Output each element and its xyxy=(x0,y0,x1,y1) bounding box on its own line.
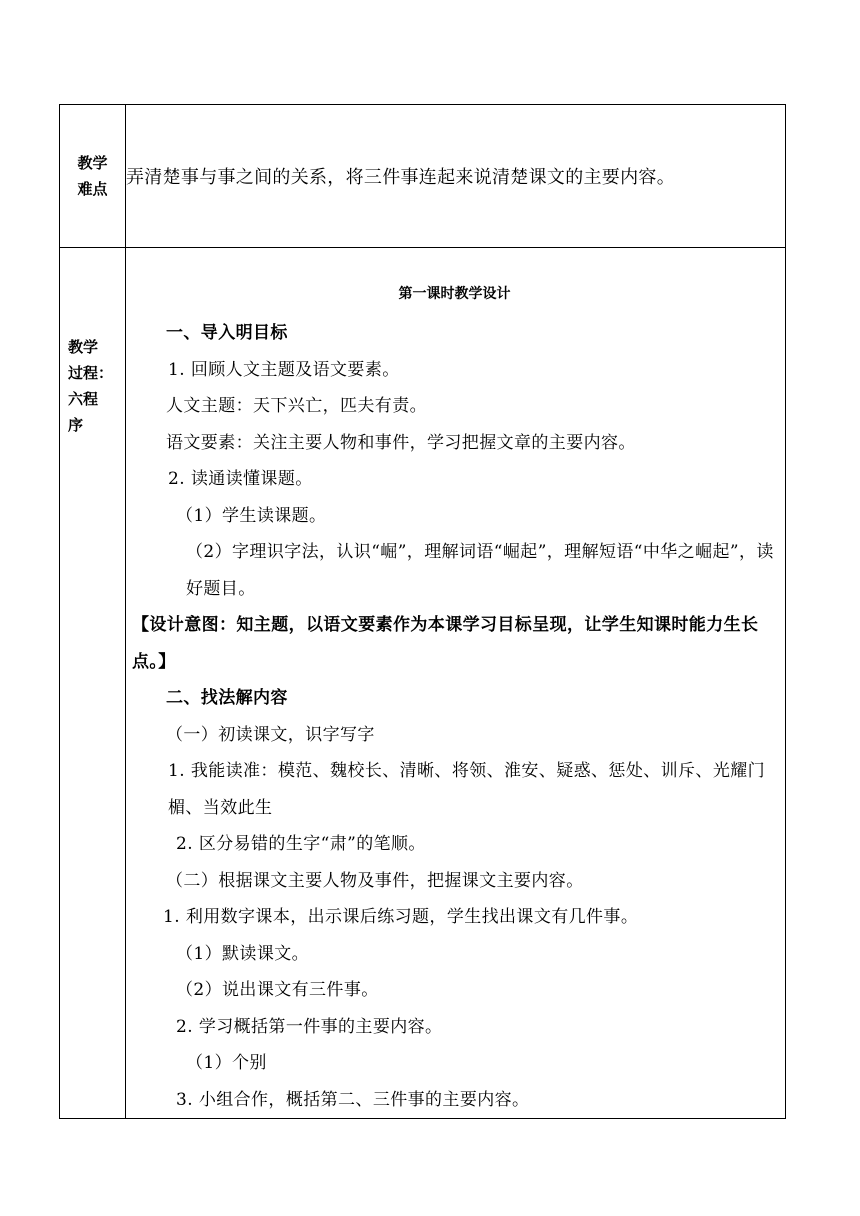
design-intent: 【设计意图：知主题，以语文要素作为本课学习目标呈现，让学生知课时能力生长点。】 xyxy=(132,615,759,672)
step-line: 2. 读通读懂课题。 xyxy=(168,469,313,489)
step-line: 1. 回顾人文主题及语文要素。 xyxy=(168,359,400,380)
vocabulary-list: 1. 我能读准：模范、魏校长、清晰、将领、淮安、疑惑、惩处、训斥、光耀门楣、当效此生 xyxy=(168,761,766,818)
step-line: 2. 学习概括第一件事的主要内容。 xyxy=(176,1016,443,1037)
process-label: 教学 过程： 六程 序 xyxy=(60,248,126,1119)
difficulty-text: 弄清楚事与事之间的关系，将三件事连起来说清楚课文的主要内容。 xyxy=(126,105,786,248)
step-line: 2. 区分易错的生字“肃”的笔顺。 xyxy=(176,834,426,854)
step-line: 3. 小组合作，概括第二、三件事的主要内容。 xyxy=(176,1089,530,1110)
language-element: 语文要素：关注主要人物和事件，学习把握文章的主要内容。 xyxy=(166,432,636,453)
process-content xyxy=(126,248,786,1119)
sub-step-line: （1）学生读课题。 xyxy=(176,505,327,526)
sub-step-line: （1）默读课文。 xyxy=(176,943,310,964)
section-title: 第一课时教学设计 xyxy=(398,286,511,302)
sub-heading: （一）初读课文，识字写字 xyxy=(166,724,375,745)
difficulty-row xyxy=(60,105,786,248)
sub-step-line: （2）说出课文有三件事。 xyxy=(176,980,379,1000)
sub-step-line: （1）个别 xyxy=(186,1053,267,1073)
heading-intro: 一、导入明目标 xyxy=(166,323,288,343)
heading-method: 二、找法解内容 xyxy=(166,688,288,708)
sub-heading: （二）根据课文主要人物及事件，把握课文主要内容。 xyxy=(166,870,584,891)
difficulty-label: 教学 难点 xyxy=(60,105,126,248)
sub-step-paragraph: （2）字理识字法，认识“崛”，理解词语“崛起”，理解短语“中华之崛起”，读好题目。 xyxy=(186,542,774,599)
step-line: 1. 利用数字课本，出示课后练习题，学生找出课文有几件事。 xyxy=(163,907,639,927)
process-row xyxy=(60,248,786,1119)
lesson-plan-table xyxy=(59,104,786,1119)
humanistic-theme: 人文主题：天下兴亡，匹夫有责。 xyxy=(166,396,427,416)
